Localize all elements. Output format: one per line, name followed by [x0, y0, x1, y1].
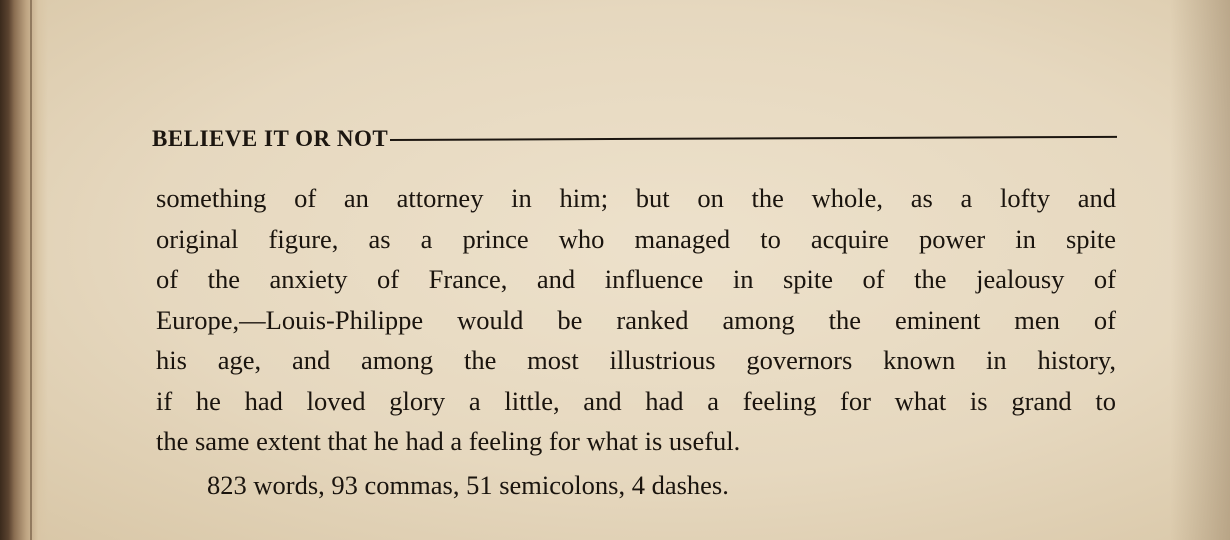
page-edge-shadow — [1170, 0, 1230, 540]
text-line: the same extent that he had a feeling for what is useful. — [156, 426, 741, 456]
running-head-rule — [390, 136, 1117, 141]
book-binding-shadow — [0, 0, 48, 540]
text-line: Europe,—Louis-Philippe would be ranked among the eminent men of — [156, 304, 1116, 335]
text-line: original figure, as a prince who managed to acquire power in spite — [156, 223, 1116, 254]
binding-edge — [30, 0, 32, 540]
running-head-title: BELIEVE IT OR NOT — [152, 126, 389, 151]
text-line: if he had loved glory a little, and had a feeling for what is grand to — [156, 385, 1116, 416]
text-line: of the anxiety of France, and influence in spite of the jealousy of — [156, 264, 1116, 294]
body-paragraph — [156, 178, 1116, 462]
running-head — [152, 118, 1117, 150]
text-line: something of an attorney in him; but on the whole, as a lofty and — [156, 183, 1116, 213]
word-count-note: 823 words, 93 commas, 51 semicolons, 4 dashes. — [207, 470, 729, 500]
text-line: his age, and among the most illustrious governors known in history, — [156, 345, 1116, 375]
